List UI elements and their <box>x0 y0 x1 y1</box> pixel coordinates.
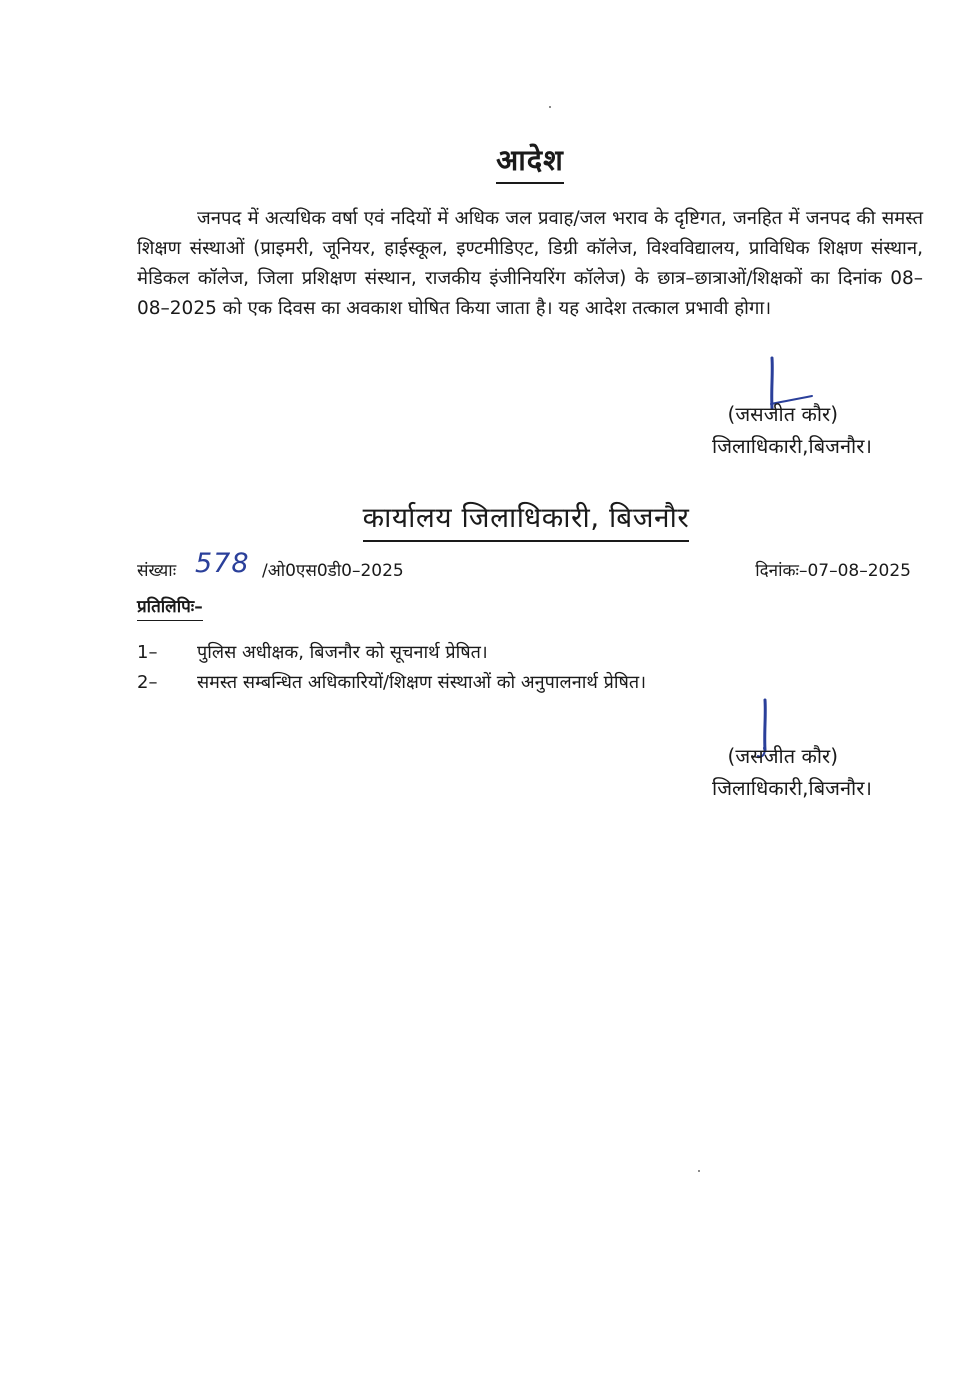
signature-block-2 <box>612 740 872 804</box>
scan-speck <box>549 106 551 108</box>
list-item-text: पुलिस अधीक्षक, बिजनौर को सूचनार्थ प्रेषित। <box>197 642 488 663</box>
reference-number-handwritten: 578 <box>195 548 250 579</box>
signatory-name: (जसजीत कौर) <box>727 402 838 426</box>
signatory-designation: जिलाधिकारी,बिजनौर। <box>712 776 872 800</box>
reference-suffix: /ओ0एस0डी0–2025 <box>262 561 404 581</box>
signatory-name: (जसजीत कौर) <box>727 744 838 768</box>
list-item-text: समस्त सम्बन्धित अधिकारियों/शिक्षण संस्थाओं को अनुपालनार्थ प्रेषित। <box>197 672 647 693</box>
copies-list <box>137 638 897 698</box>
list-item <box>137 668 897 698</box>
list-item-number: 2– <box>137 672 158 693</box>
reference-date: दिनांकः–07–08–2025 <box>755 561 911 581</box>
copies-heading: प्रतिलिपिः– <box>137 594 203 621</box>
signatory-designation: जिलाधिकारी,बिजनौर। <box>712 434 872 458</box>
reference-line <box>137 548 911 588</box>
signature-block-1 <box>612 398 872 462</box>
order-title <box>0 140 968 184</box>
scan-speck <box>698 1170 700 1172</box>
office-heading-text: कार्यालय जिलाधिकारी, बिजनौर <box>363 498 690 542</box>
reference-label: संख्याः <box>137 561 177 581</box>
office-heading <box>0 498 968 542</box>
order-body: जनपद में अत्यधिक वर्षा एवं नदियों में अधिक जल प्रवाह/जल भराव के दृष्टिगत, जनहित में जनपद की समस्त शिक्षण संस्थाओं (प्राइमरी, जूनियर, हाईस्कूल, इण्टमीडिएट, डिग्री कॉलेज, विश्वविद्यालय, प्राविधिक शिक्षण संस्थान, मेडिकल कॉलेज, जिला प्रशिक्षण संस्थान, राजकीय इंजीनियरिंग कॉलेज) के छात्र–छात्राओं/शिक्षकों का दिनांक 08–08–2025 को एक दिवस का अवकाश घोषित किया जाता है। यह आदेश तत्काल प्रभावी होगा। <box>137 208 923 319</box>
list-item <box>137 638 897 668</box>
list-item-number: 1– <box>137 642 158 663</box>
order-title-text: आदेश <box>496 140 564 184</box>
